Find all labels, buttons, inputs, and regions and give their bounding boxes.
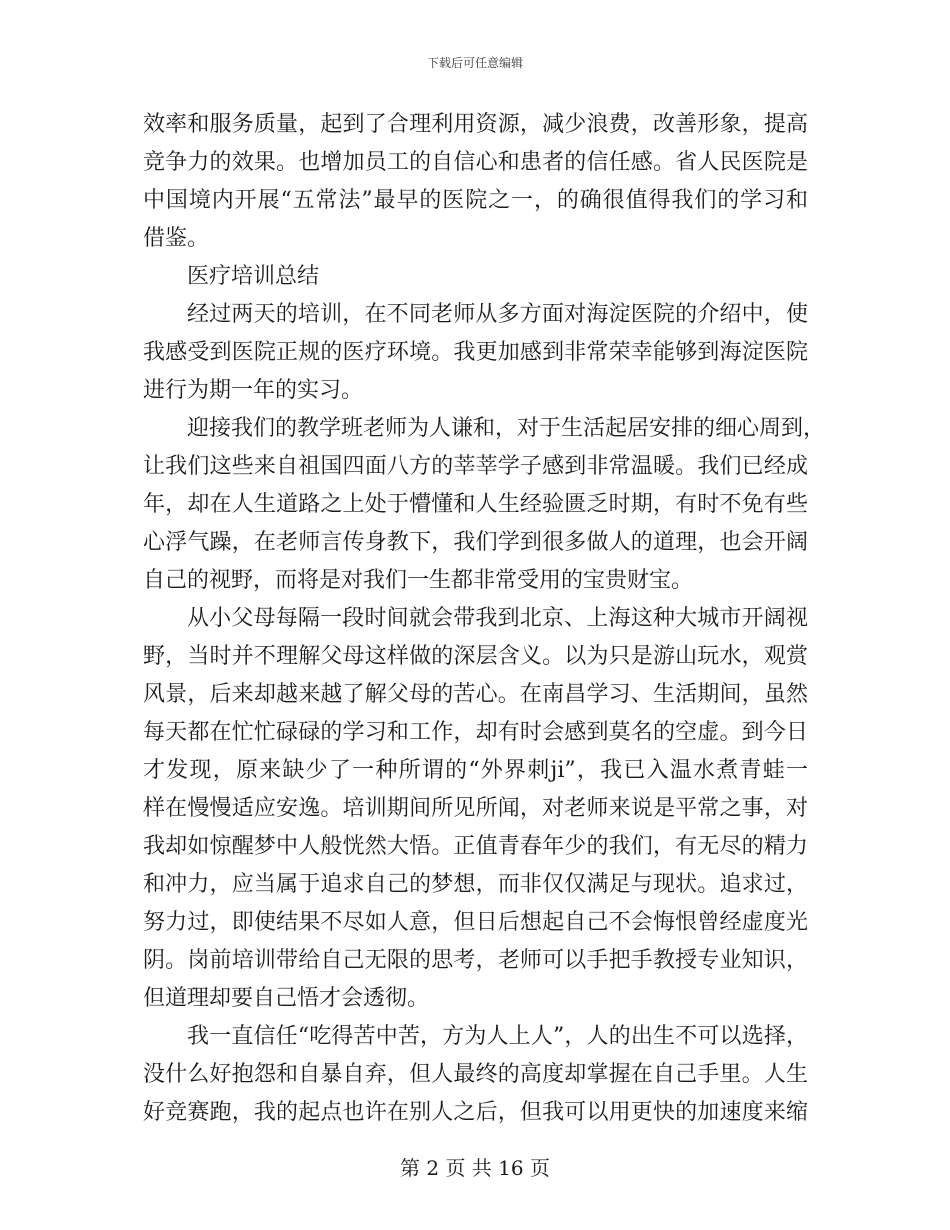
text-line: 样在慢慢适应安逸。培训期间所见所闻，对老师来说是平常之事，对 bbox=[143, 796, 808, 821]
text-line: 自己的视野，而将是对我们一生都非常受用的宝贵财宝。 bbox=[143, 568, 694, 593]
text-line: 年，却在人生道路之上处于懵懂和人生经验匮乏时期，有时不免有些 bbox=[143, 492, 808, 517]
text-line: 没什么好抱怨和自暴自弃，但人最终的高度却掌握在自己手里。人生 bbox=[143, 1062, 808, 1087]
text-line: 好竞赛跑，我的起点也许在别人之后，但我可以用更快的加速度来缩 bbox=[143, 1100, 808, 1125]
text-line: 但道理却要自己悟才会透彻。 bbox=[143, 986, 430, 1011]
text-line: 借鉴。 bbox=[143, 226, 210, 251]
text-line: 野，当时并不理解父母这样做的深层含义。以为只是游山玩水，观赏 bbox=[143, 644, 808, 669]
text-line: 我却如惊醒梦中人般恍然大悟。正值青春年少的我们，有无尽的精力 bbox=[143, 834, 808, 859]
text-line: 进行为期一年的实习。 bbox=[143, 378, 364, 403]
text-line: 每天都在忙忙碌碌的学习和工作，却有时会感到莫名的空虚。到今日 bbox=[143, 720, 808, 745]
document-body bbox=[143, 106, 826, 1132]
text-line: 才发现，原来缺少了一种所谓的“外界刺ji”，我已入温水煮青蛙一 bbox=[143, 758, 808, 783]
text-line: 中国境内开展“五常法”最早的医院之一，的确很值得我们的学习和 bbox=[143, 188, 808, 213]
text-line: 从小父母每隔一段时间就会带我到北京、上海这种大城市开阔视 bbox=[187, 606, 808, 631]
text-line: 努力过，即使结果不尽如人意，但日后想起自己不会悔恨曾经虚度光 bbox=[143, 910, 808, 935]
text-line: 我感受到医院正规的医疗环境。我更加感到非常荣幸能够到海淀医院 bbox=[143, 340, 808, 365]
text-line: 迎接我们的教学班老师为人谦和，对于生活起居安排的细心周到， bbox=[187, 416, 826, 441]
page-number: 第 2 页 共 16 页 bbox=[400, 1156, 550, 1180]
text-line: 经过两天的培训，在不同老师从多方面对海淀医院的介绍中，使 bbox=[187, 302, 808, 327]
text-line: 我一直信任“吃得苦中苦，方为人上人”，人的出生不可以选择， bbox=[187, 1024, 808, 1049]
text-line: 和冲力，应当属于追求自己的梦想，而非仅仅满足与现状。追求过， bbox=[143, 872, 808, 897]
text-line: 心浮气躁，在老师言传身教下，我们学到很多做人的道理，也会开阔 bbox=[143, 530, 808, 555]
text-line: 阴。岗前培训带给自己无限的思考，老师可以手把手教授专业知识， bbox=[143, 948, 808, 973]
text-line: 效率和服务质量，起到了合理利用资源，减少浪费，改善形象，提高 bbox=[143, 112, 808, 137]
text-line: 竞争力的效果。也增加员工的自信心和患者的信任感。省人民医院是 bbox=[143, 150, 808, 175]
text-line: 医疗培训总结 bbox=[187, 264, 320, 289]
text-line: 让我们这些来自祖国四面八方的莘莘学子感到非常温暖。我们已经成 bbox=[143, 454, 808, 479]
text-line: 风景，后来却越来越了解父母的苦心。在南昌学习、生活期间，虽然 bbox=[143, 682, 808, 707]
page-header: 下载后可任意编辑 bbox=[426, 56, 523, 70]
